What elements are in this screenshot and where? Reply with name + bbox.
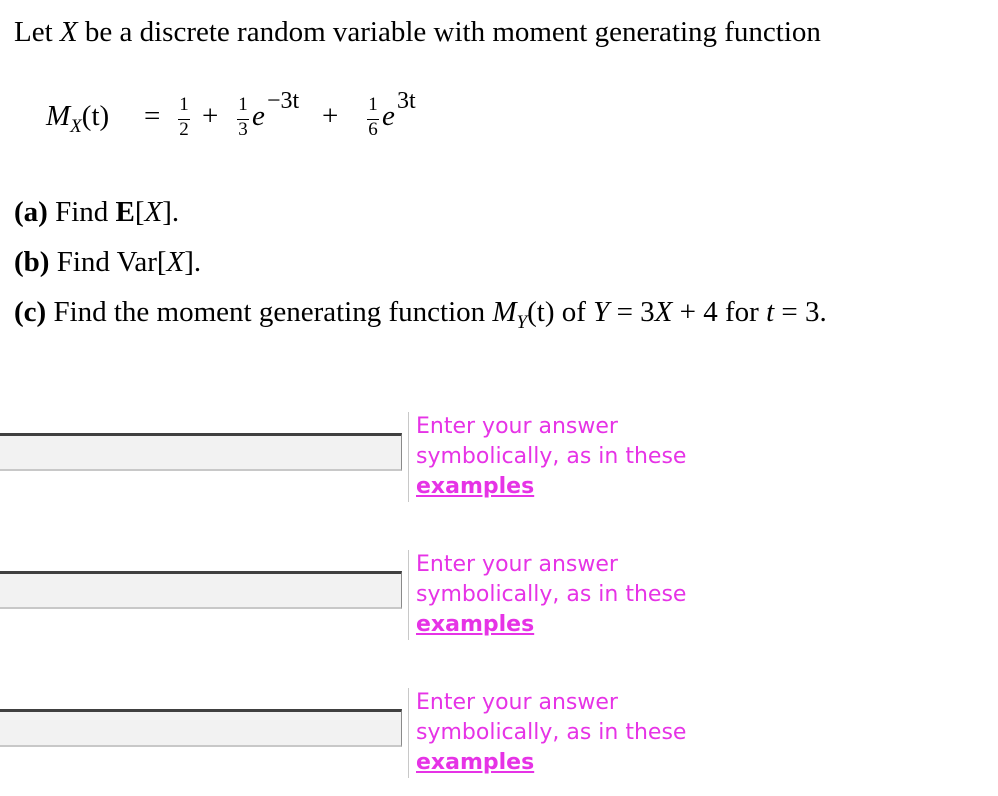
answer-input-c[interactable]: [0, 709, 402, 747]
expectation-symbol: E: [115, 196, 135, 228]
intro-prefix: Let: [14, 16, 60, 48]
fraction-numerator: 1: [179, 94, 189, 115]
plus-sign: +: [202, 100, 219, 132]
part-a-label: (a): [14, 196, 48, 228]
problem-intro: [14, 16, 821, 49]
variable-y: Y: [593, 296, 610, 328]
answer-hint-c: [408, 688, 726, 778]
bracket-close: ].: [184, 246, 202, 278]
answer-input-a[interactable]: [0, 433, 402, 471]
equals-sign: =: [609, 296, 641, 328]
equals-sign: =: [774, 296, 805, 328]
intro-variable: X: [59, 16, 78, 48]
exponent-text: −3t: [267, 88, 300, 114]
fraction-denominator: 3: [238, 119, 248, 140]
fraction-denominator: 6: [368, 119, 378, 140]
part-c-question: [14, 296, 827, 333]
mgf-subscript: X: [70, 116, 82, 137]
expr-coefficient: 3: [640, 296, 655, 328]
answer-row-b: [0, 550, 720, 640]
hint-line-2: symbolically, as in these: [416, 582, 687, 607]
part-c-of: of: [554, 296, 594, 328]
examples-link[interactable]: examples: [416, 750, 535, 775]
t-value: 3.: [804, 296, 827, 328]
hint-line-1: Enter your answer: [416, 690, 618, 715]
mgf-symbol: M: [492, 296, 517, 328]
fraction-denominator: 2: [179, 119, 189, 140]
answer-row-a: [0, 412, 720, 502]
mgf-symbol: M: [46, 100, 71, 132]
bracket-open: [: [134, 196, 145, 228]
hint-line-1: Enter your answer: [416, 414, 618, 439]
exponent: [397, 88, 416, 115]
part-b-text: Find Var[: [49, 246, 167, 278]
part-c-label: (c): [14, 296, 47, 328]
exp-base: e: [252, 100, 265, 132]
exponent-text: 3t: [397, 88, 416, 114]
part-a-question: [14, 196, 179, 229]
expr-suffix: + 4 for: [672, 296, 767, 328]
intro-suffix: be a discrete random variable with moment generating function: [77, 16, 821, 48]
answer-row-c: [0, 688, 720, 778]
answer-input-b[interactable]: [0, 571, 402, 609]
plus-sign: +: [322, 100, 339, 132]
mgf-equals: =: [144, 100, 161, 132]
answer-hint-b: [408, 550, 726, 640]
part-a-variable: X: [144, 196, 163, 228]
mgf-lhs: [46, 100, 110, 137]
mgf-arg: (t): [527, 296, 555, 328]
part-c-text: Find the moment generating function: [46, 296, 493, 328]
part-b-variable: X: [166, 246, 185, 278]
hint-line-2: symbolically, as in these: [416, 720, 687, 745]
fraction-numerator: 1: [368, 94, 378, 115]
part-a-text: Find: [47, 196, 116, 228]
mgf-arg: (t): [81, 100, 110, 132]
part-b-question: [14, 246, 201, 279]
exponent: [267, 88, 299, 115]
variable-t: t: [766, 296, 775, 328]
examples-link[interactable]: examples: [416, 474, 535, 499]
fraction-numerator: 1: [238, 94, 248, 115]
examples-link[interactable]: examples: [416, 612, 535, 637]
expr-variable: X: [654, 296, 673, 328]
mgf-subscript: Y: [516, 312, 528, 333]
answer-hint-a: [408, 412, 726, 502]
hint-line-2: symbolically, as in these: [416, 444, 687, 469]
bracket-close: ].: [162, 196, 180, 228]
part-b-label: (b): [14, 246, 50, 278]
hint-line-1: Enter your answer: [416, 552, 618, 577]
exp-base: e: [382, 100, 395, 132]
